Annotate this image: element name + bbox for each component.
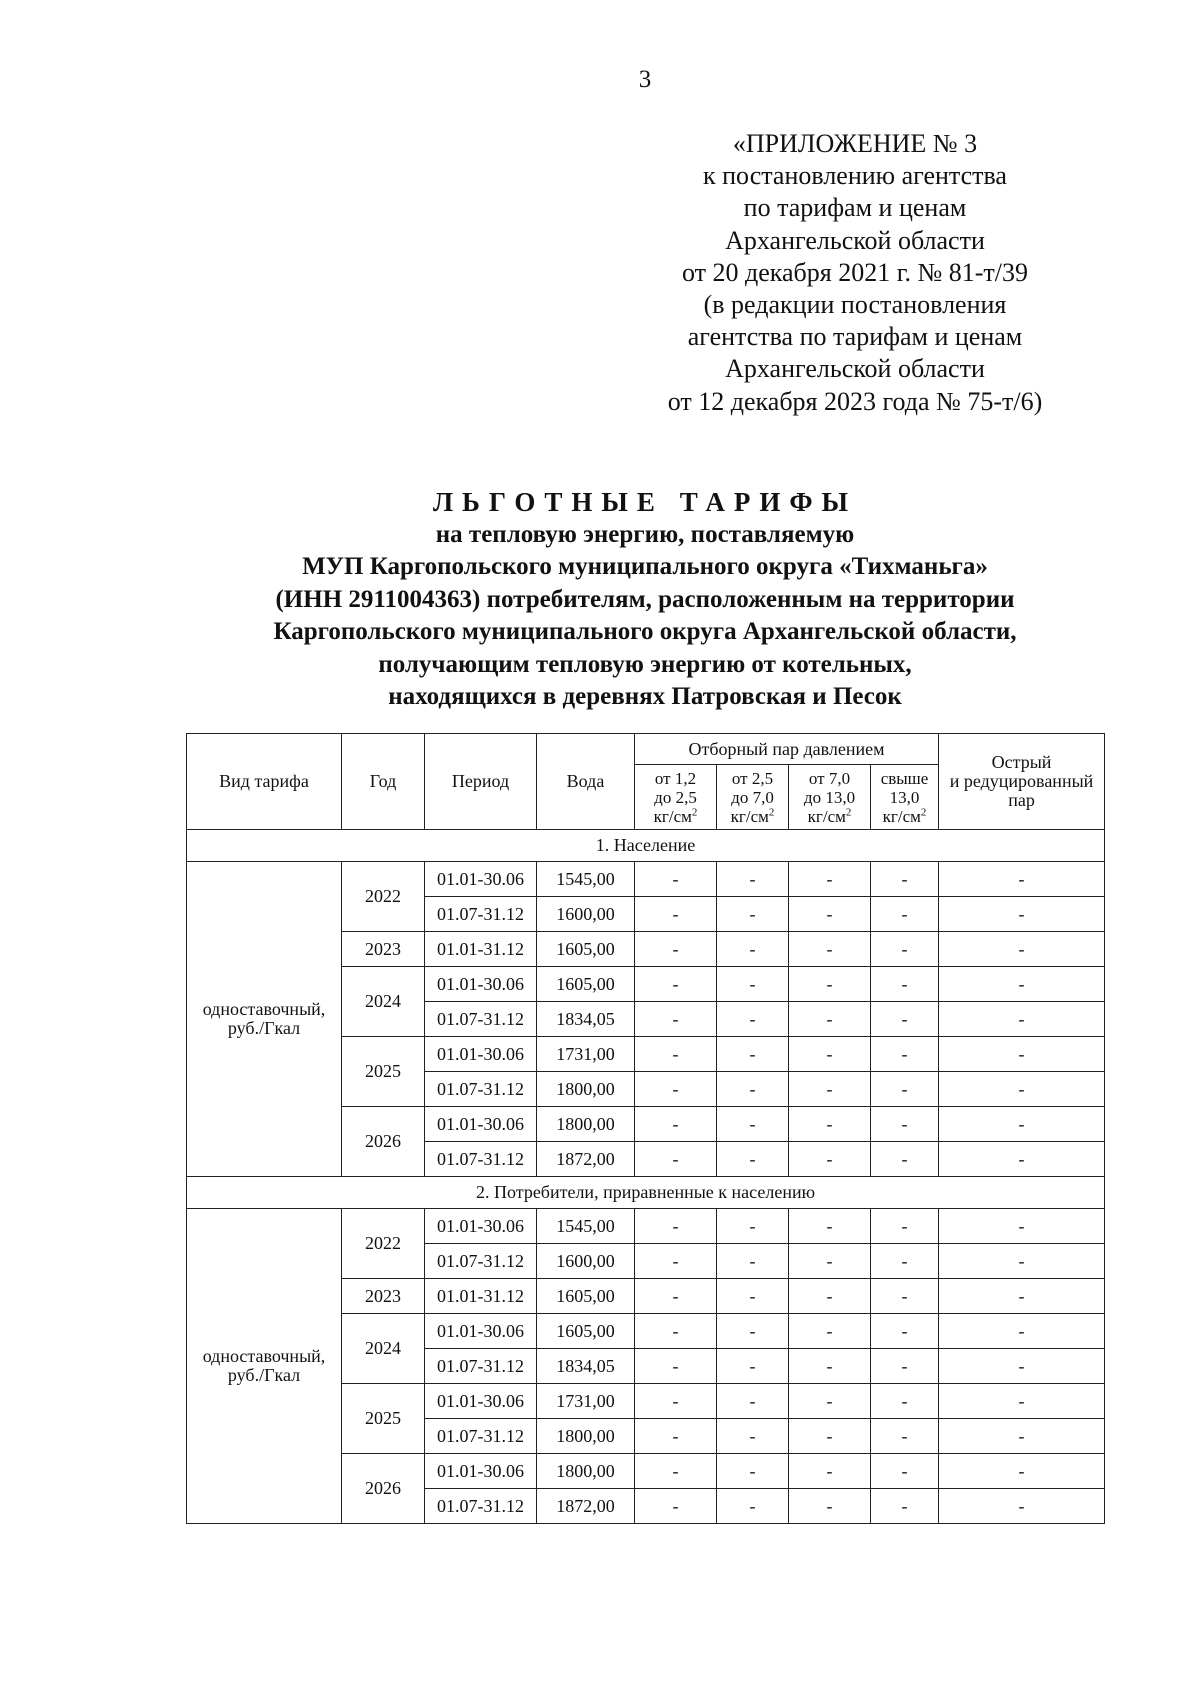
section-title: 2. Потребители, приравненные к населению xyxy=(187,1177,1105,1209)
unit-exponent: 2 xyxy=(920,805,927,818)
water-value-cell: 1600,00 xyxy=(537,897,635,932)
steam-value-cell: - xyxy=(789,1142,871,1177)
period-cell: 01.01-30.06 xyxy=(425,1454,537,1489)
tariff-type-cell xyxy=(187,862,342,1177)
tariff-type-line: одноставочный, xyxy=(202,999,326,1019)
sharp-steam-value-cell: - xyxy=(939,1454,1105,1489)
water-value-cell: 1834,05 xyxy=(537,1349,635,1384)
sharp-steam-value-cell: - xyxy=(939,1419,1105,1454)
appendix-line: по тарифам и ценам xyxy=(743,193,967,223)
header-steam-col xyxy=(717,765,789,830)
steam-value-cell: - xyxy=(717,1314,789,1349)
period-cell: 01.07-31.12 xyxy=(425,1489,537,1524)
steam-value-cell: - xyxy=(717,1384,789,1419)
period-cell: 01.01-30.06 xyxy=(425,1107,537,1142)
steam-value-cell: - xyxy=(871,1142,939,1177)
period-cell: 01.01-30.06 xyxy=(425,862,537,897)
steam-value-cell: - xyxy=(635,1314,717,1349)
sharp-steam-value-cell: - xyxy=(939,1279,1105,1314)
steam-value-cell: - xyxy=(635,967,717,1002)
period-cell: 01.07-31.12 xyxy=(425,1142,537,1177)
steam-value-cell: - xyxy=(717,1072,789,1107)
header-sharp-line: и редуцированный xyxy=(949,771,1094,791)
period-cell: 01.07-31.12 xyxy=(425,1419,537,1454)
steam-value-cell: - xyxy=(635,1349,717,1384)
water-value-cell: 1731,00 xyxy=(537,1037,635,1072)
steam-value-cell: - xyxy=(717,862,789,897)
sharp-steam-value-cell: - xyxy=(939,1002,1105,1037)
section-title: 1. Население xyxy=(187,830,1105,862)
page-number: 3 xyxy=(638,66,652,93)
sharp-steam-value-cell: - xyxy=(939,1349,1105,1384)
unit-text: кг/см xyxy=(882,806,921,826)
year-cell: 2025 xyxy=(342,1384,425,1454)
title-line: на тепловую энергию, поставляемую xyxy=(435,520,855,548)
steam-value-cell: - xyxy=(871,1037,939,1072)
sharp-steam-value-cell: - xyxy=(939,1314,1105,1349)
steam-value-cell: - xyxy=(789,1384,871,1419)
period-cell: 01.01-30.06 xyxy=(425,1037,537,1072)
header-steam-line: свыше xyxy=(880,768,929,788)
water-value-cell: 1872,00 xyxy=(537,1142,635,1177)
steam-value-cell: - xyxy=(789,1349,871,1384)
title-line: находящихся в деревнях Патровская и Песок xyxy=(388,683,902,710)
steam-value-cell: - xyxy=(789,967,871,1002)
unit-text: кг/см xyxy=(730,806,769,826)
sharp-steam-value-cell: - xyxy=(939,967,1105,1002)
header-steam-col xyxy=(789,765,871,830)
steam-value-cell: - xyxy=(635,932,717,967)
steam-value-cell: - xyxy=(871,1314,939,1349)
appendix-line: к постановлению агентства xyxy=(703,161,1007,191)
period-cell: 01.01-30.06 xyxy=(425,1384,537,1419)
sharp-steam-value-cell: - xyxy=(939,932,1105,967)
steam-value-cell: - xyxy=(871,1072,939,1107)
year-cell: 2022 xyxy=(342,862,425,932)
header-period: Период xyxy=(425,734,537,830)
steam-value-cell: - xyxy=(635,1454,717,1489)
steam-value-cell: - xyxy=(635,1142,717,1177)
steam-value-cell: - xyxy=(871,1107,939,1142)
steam-value-cell: - xyxy=(635,897,717,932)
tariffs-table xyxy=(186,733,1105,1524)
steam-value-cell: - xyxy=(789,1072,871,1107)
header-steam-col xyxy=(871,765,939,830)
steam-value-cell: - xyxy=(635,1384,717,1419)
steam-value-cell: - xyxy=(717,1419,789,1454)
steam-value-cell: - xyxy=(871,1244,939,1279)
period-cell: 01.01-31.12 xyxy=(425,1279,537,1314)
header-steam-line: до 13,0 xyxy=(803,787,856,807)
steam-value-cell: - xyxy=(717,1002,789,1037)
tariff-type-line: одноставочный, xyxy=(202,1346,326,1366)
unit-exponent: 2 xyxy=(845,805,852,818)
document-title xyxy=(120,486,1170,714)
header-steam-col xyxy=(635,765,717,830)
steam-value-cell: - xyxy=(789,1002,871,1037)
steam-value-cell: - xyxy=(871,1489,939,1524)
steam-value-cell: - xyxy=(717,1279,789,1314)
year-cell: 2025 xyxy=(342,1037,425,1107)
appendix-line: «ПРИЛОЖЕНИЕ № 3 xyxy=(732,129,978,158)
steam-value-cell: - xyxy=(789,1037,871,1072)
header-year: Год xyxy=(342,734,425,830)
water-value-cell: 1872,00 xyxy=(537,1489,635,1524)
header-steam-line: от 1,2 xyxy=(654,768,697,788)
steam-value-cell: - xyxy=(717,1142,789,1177)
steam-value-cell: - xyxy=(717,1037,789,1072)
period-cell: 01.07-31.12 xyxy=(425,1244,537,1279)
header-steam-line: от 2,5 xyxy=(731,768,774,788)
appendix-line: Архангельской области xyxy=(725,225,985,255)
steam-value-cell: - xyxy=(717,1244,789,1279)
water-value-cell: 1605,00 xyxy=(537,932,635,967)
appendix-line: от 20 декабря 2021 г. № 81-т/39 xyxy=(681,257,1029,287)
steam-value-cell: - xyxy=(635,1244,717,1279)
appendix-line: Архангельской области xyxy=(725,354,985,384)
header-water: Вода xyxy=(537,734,635,830)
header-steam-line: до 7,0 xyxy=(731,787,774,807)
header-steam-line: от 7,0 xyxy=(808,768,851,788)
period-cell: 01.07-31.12 xyxy=(425,1072,537,1107)
steam-value-cell: - xyxy=(871,1209,939,1244)
period-cell: 01.07-31.12 xyxy=(425,897,537,932)
appendix-line: (в редакции постановления xyxy=(703,290,1007,320)
steam-value-cell: - xyxy=(871,1279,939,1314)
sharp-steam-value-cell: - xyxy=(939,1244,1105,1279)
header-steam-unit xyxy=(717,807,788,826)
steam-value-cell: - xyxy=(789,897,871,932)
period-cell: 01.01-30.06 xyxy=(425,967,537,1002)
steam-value-cell: - xyxy=(871,862,939,897)
tariff-type-line: руб./Гкал xyxy=(227,1365,301,1385)
period-cell: 01.07-31.12 xyxy=(425,1002,537,1037)
section-row xyxy=(187,1177,1105,1209)
sharp-steam-value-cell: - xyxy=(939,1107,1105,1142)
steam-value-cell: - xyxy=(635,1002,717,1037)
table-row xyxy=(187,862,1105,897)
appendix-line: агентства по тарифам и ценам xyxy=(687,322,1023,352)
steam-value-cell: - xyxy=(871,1384,939,1419)
period-cell: 01.01-31.12 xyxy=(425,932,537,967)
tariff-type-line: руб./Гкал xyxy=(227,1018,301,1038)
header-steam-unit xyxy=(871,807,938,826)
steam-value-cell: - xyxy=(871,967,939,1002)
water-value-cell: 1834,05 xyxy=(537,1002,635,1037)
table-row xyxy=(187,1209,1105,1244)
steam-value-cell: - xyxy=(635,1279,717,1314)
unit-text: кг/см xyxy=(807,806,846,826)
steam-value-cell: - xyxy=(717,1209,789,1244)
title-line: получающим тепловую энергию от котельных, xyxy=(378,650,912,678)
steam-value-cell: - xyxy=(717,1107,789,1142)
water-value-cell: 1800,00 xyxy=(537,1454,635,1489)
steam-value-cell: - xyxy=(789,1107,871,1142)
steam-value-cell: - xyxy=(635,1107,717,1142)
steam-value-cell: - xyxy=(789,1314,871,1349)
steam-value-cell: - xyxy=(635,862,717,897)
unit-exponent: 2 xyxy=(768,805,775,818)
unit-text: кг/см xyxy=(653,806,692,826)
steam-value-cell: - xyxy=(789,1419,871,1454)
sharp-steam-value-cell: - xyxy=(939,1142,1105,1177)
header-steam-unit xyxy=(635,807,716,826)
sharp-steam-value-cell: - xyxy=(939,1384,1105,1419)
sharp-steam-value-cell: - xyxy=(939,897,1105,932)
year-cell: 2024 xyxy=(342,1314,425,1384)
water-value-cell: 1800,00 xyxy=(537,1419,635,1454)
title-line: (ИНН 2911004363) потребителям, расположенным на территории xyxy=(275,585,1015,613)
table-body xyxy=(187,830,1105,1524)
water-value-cell: 1800,00 xyxy=(537,1072,635,1107)
steam-value-cell: - xyxy=(635,1489,717,1524)
steam-value-cell: - xyxy=(635,1037,717,1072)
water-value-cell: 1605,00 xyxy=(537,967,635,1002)
steam-value-cell: - xyxy=(717,1349,789,1384)
header-steam-line: 13,0 xyxy=(889,787,920,807)
title-line: МУП Каргопольского муниципального округа «Тихманьга» xyxy=(302,553,988,580)
steam-value-cell: - xyxy=(717,932,789,967)
header-sharp-steam xyxy=(939,734,1105,830)
period-cell: 01.07-31.12 xyxy=(425,1349,537,1384)
header-tariff-type: Вид тарифа xyxy=(187,734,342,830)
year-cell: 2023 xyxy=(342,1279,425,1314)
water-value-cell: 1545,00 xyxy=(537,1209,635,1244)
water-value-cell: 1605,00 xyxy=(537,1314,635,1349)
year-cell: 2024 xyxy=(342,967,425,1037)
steam-value-cell: - xyxy=(871,1349,939,1384)
water-value-cell: 1800,00 xyxy=(537,1107,635,1142)
water-value-cell: 1731,00 xyxy=(537,1384,635,1419)
year-cell: 2023 xyxy=(342,932,425,967)
steam-value-cell: - xyxy=(635,1419,717,1454)
sharp-steam-value-cell: - xyxy=(939,862,1105,897)
steam-value-cell: - xyxy=(717,1489,789,1524)
sharp-steam-value-cell: - xyxy=(939,1072,1105,1107)
steam-value-cell: - xyxy=(871,1454,939,1489)
header-steam-group: Отборный пар давлением xyxy=(635,734,939,765)
steam-value-cell: - xyxy=(635,1209,717,1244)
sharp-steam-value-cell: - xyxy=(939,1037,1105,1072)
period-cell: 01.01-30.06 xyxy=(425,1314,537,1349)
sharp-steam-value-cell: - xyxy=(939,1209,1105,1244)
header-steam-unit xyxy=(789,807,870,826)
water-value-cell: 1600,00 xyxy=(537,1244,635,1279)
steam-value-cell: - xyxy=(789,1489,871,1524)
steam-value-cell: - xyxy=(871,932,939,967)
period-cell: 01.01-30.06 xyxy=(425,1209,537,1244)
appendix-block xyxy=(620,128,1090,418)
year-cell: 2022 xyxy=(342,1209,425,1279)
tariff-type-cell xyxy=(187,1209,342,1524)
steam-value-cell: - xyxy=(635,1072,717,1107)
table-header xyxy=(187,734,1105,830)
water-value-cell: 1605,00 xyxy=(537,1279,635,1314)
main-title: ЛЬГОТНЫЕ ТАРИФЫ xyxy=(432,487,858,517)
water-value-cell: 1545,00 xyxy=(537,862,635,897)
steam-value-cell: - xyxy=(789,932,871,967)
section-row xyxy=(187,830,1105,862)
steam-value-cell: - xyxy=(717,897,789,932)
title-line: Каргопольского муниципального округа Архангельской области, xyxy=(273,618,1017,645)
sharp-steam-value-cell: - xyxy=(939,1489,1105,1524)
header-sharp-line: Острый xyxy=(991,752,1052,772)
steam-value-cell: - xyxy=(717,1454,789,1489)
year-cell: 2026 xyxy=(342,1107,425,1177)
steam-value-cell: - xyxy=(789,1244,871,1279)
steam-value-cell: - xyxy=(789,1279,871,1314)
header-sharp-line: пар xyxy=(1008,790,1035,810)
steam-value-cell: - xyxy=(789,1209,871,1244)
steam-value-cell: - xyxy=(871,1002,939,1037)
steam-value-cell: - xyxy=(789,862,871,897)
year-cell: 2026 xyxy=(342,1454,425,1524)
header-steam-line: до 2,5 xyxy=(654,787,697,807)
steam-value-cell: - xyxy=(871,1419,939,1454)
appendix-line: от 12 декабря 2023 года № 75-т/6) xyxy=(667,386,1043,416)
unit-exponent: 2 xyxy=(691,805,698,818)
steam-value-cell: - xyxy=(871,897,939,932)
steam-value-cell: - xyxy=(789,1454,871,1489)
steam-value-cell: - xyxy=(717,967,789,1002)
